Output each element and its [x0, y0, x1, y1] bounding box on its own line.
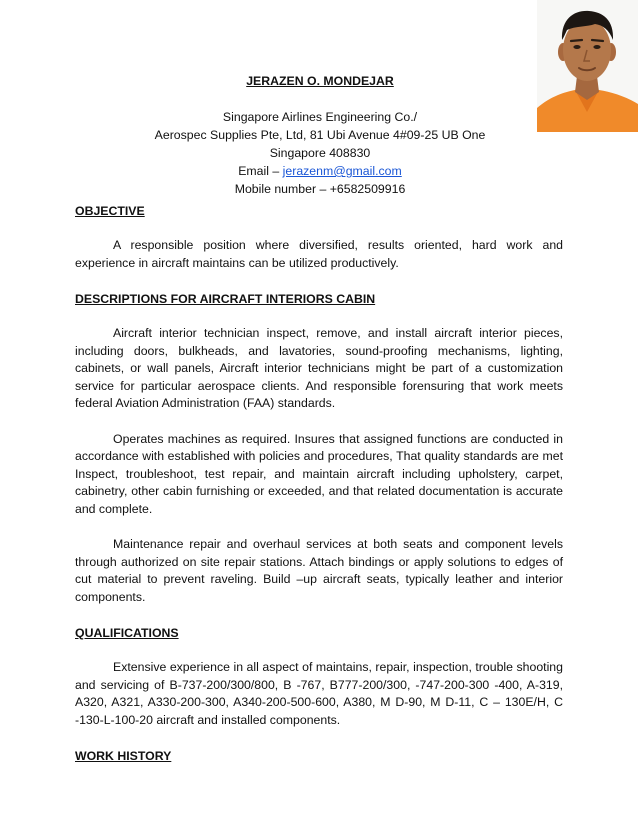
work-history-heading: WORK HISTORY [75, 749, 172, 763]
address-line-3: Singapore 408830 [269, 146, 371, 160]
descriptions-heading: DESCRIPTIONS FOR AIRCRAFT INTERIORS CABIN [75, 292, 376, 306]
objective-heading: OBJECTIVE [75, 204, 145, 218]
description-paragraph: Aircraft interior technician inspect, remove, and install aircraft interior pieces, including doors, bulkheads, and lavatories, sound-proofing mechanisms, lighting, cabinets, or wall panels, Aircraft interior technicians might be part of a customization service for particular aerospace clients. And responsible forensuring that work meets federal Aviation Administration (FAA) standards. [75, 326, 563, 410]
address-line-1: Singapore Airlines Engineering Co./ [222, 110, 418, 124]
email-link[interactable]: jerazenm@gmail.com [282, 164, 402, 178]
description-paragraph: Operates machines as required. Insures that assigned functions are conducted in accordance with established with policies and procedures, That quality standards are met Inspect, troubleshoot, test repair, and maintain aircraft including upholstery, carpet, cabinetry, other cabin furnishing or exceeded, and that related documentation is accurate and complete. [75, 431, 563, 516]
resume-header [75, 72, 565, 198]
candidate-name: JERAZEN O. MONDEJAR [246, 74, 394, 88]
objective-text: A responsible position where diversified, results oriented, hard work and experience in aircraft maintains can be utilized productively. [75, 238, 563, 270]
qualifications-text: Extensive experience in all aspect of maintains, repair, inspection, trouble shooting and servicing of B-737-200/300/800, B -767, B777-200/300, -747-200-300 -400, A-319, A320, A321, A330-200-300, A340-200-500-600, A380, M D-90, M D-11, C – 130E/H, C -130-L-100-20 aircraft and installed components. [75, 660, 563, 727]
qualifications-heading: QUALIFICATIONS [75, 626, 179, 640]
address-line-2: Aerospec Supplies Pte, Ltd, 81 Ubi Avenue 4#09-25 UB One [154, 128, 486, 142]
resume-body [75, 202, 563, 765]
description-paragraph: Maintenance repair and overhaul services at both seats and component levels through authorized on site repair stations. Attach bindings or apply solutions to edges of cut material to prevent raveling. Build –up aircraft seats, typically leather and interior components. [75, 537, 563, 604]
mobile-number: Mobile number – +6582509916 [234, 182, 406, 196]
email-label: Email – [238, 164, 283, 178]
email-line [75, 162, 565, 180]
